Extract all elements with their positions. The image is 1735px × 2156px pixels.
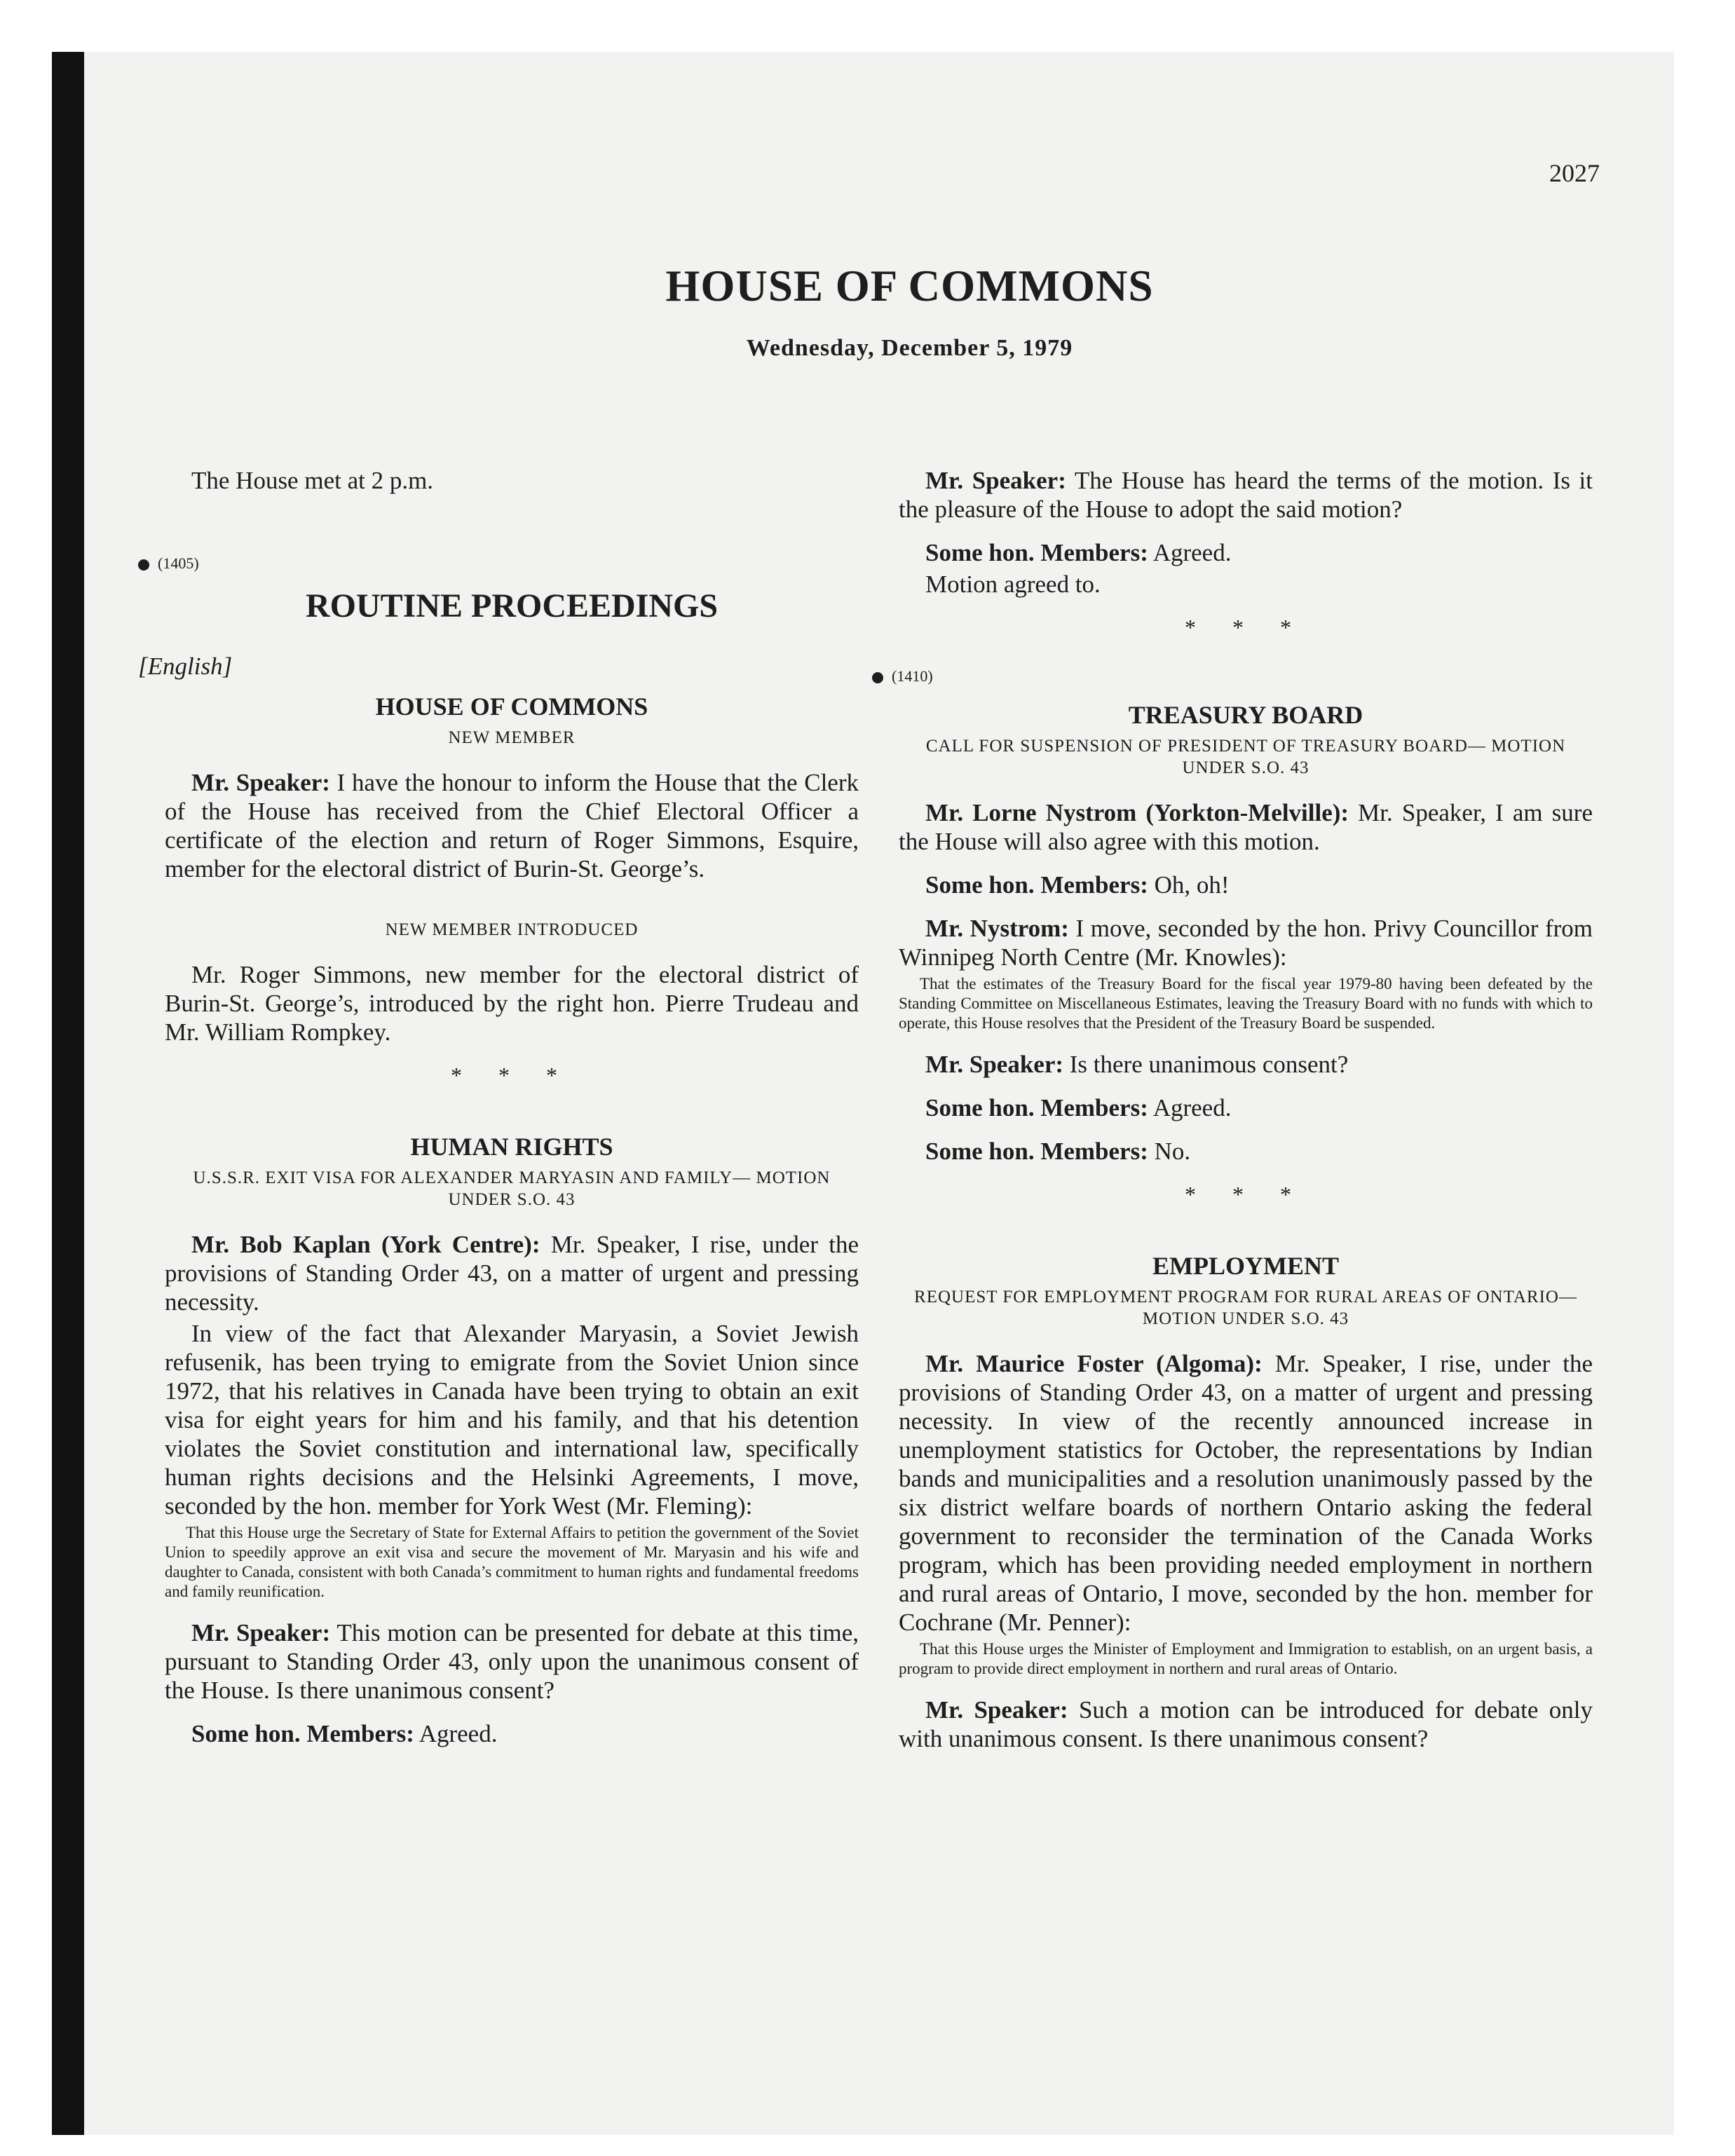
subheading-employment-program: REQUEST FOR EMPLOYMENT PROGRAM FOR RURAL AREAS OF ONTARIO—MOTION UNDER S.O. 43 [914, 1288, 1577, 1328]
speaker-name: Some hon. Members: [925, 1138, 1148, 1165]
speaker-name: Mr. Speaker: [191, 1619, 331, 1646]
section-separator: * * * [1185, 1182, 1307, 1207]
speaker-name: Some hon. Members: [925, 1094, 1148, 1121]
motion-text: That the estimates of the Treasury Board for the fiscal year 1979-80 having been defeated by the Standing Committee on Miscellaneous Estimates, leaving the Treasury Board with no funds with which to operate, this House resolves that the President of the Treasury Board be suspended. [899, 975, 1593, 1032]
language-tag: [English] [138, 653, 233, 680]
subheading-new-member-introduced: NEW MEMBER INTRODUCED [385, 920, 639, 939]
time-marker [138, 549, 859, 578]
speech-text: The House has heard the terms of the motion. Is it the pleasure of the House to adopt the said motion? [899, 467, 1593, 523]
section-separator: * * * [451, 1063, 573, 1088]
paragraph [899, 538, 1593, 567]
left-column [138, 466, 859, 1763]
bullet-icon [138, 559, 149, 571]
speech-text: Such a motion can be introduced for debate only with unanimous consent. Is there unanimous consent? [899, 1696, 1593, 1752]
speech-text: Oh, oh! [1148, 871, 1230, 899]
paragraph: In view of the fact that Alexander Maryasin, a Soviet Jewish refusenik, has been trying to emigrate from the Soviet Union since 1972, that his relatives in Canada have been trying to obtain an exit visa for eight years for him and his family, and that his detention violates the Soviet constitution and international law, specifically human rights decisions and the Helsinki Agreements, I move, seconded by the hon. member for York West (Mr. Fleming): [165, 1320, 859, 1520]
speaker-name: Mr. Maurice Foster (Algoma): [925, 1350, 1263, 1377]
section-heading-employment: EMPLOYMENT [1152, 1252, 1339, 1280]
speech-text: Mr. Speaker, I am sure the House will also agree with this motion. [899, 799, 1593, 855]
speaker-name: Mr. Speaker: [191, 769, 330, 796]
time-marker [872, 662, 1593, 690]
subheading-new-member: NEW MEMBER [448, 728, 576, 747]
bullet-icon [872, 672, 883, 683]
speaker-name: Some hon. Members: [191, 1720, 414, 1747]
speaker-name: Mr. Nystrom: [925, 915, 1069, 942]
motion-text: That this House urge the Secretary of State for External Affairs to petition the government of the Soviet Union to speedily approve an exit visa and secure the movement of Mr. Maryasin and his wife and daughter to Canada, consistent with both Canada’s commitment to human rights and fundamental freedoms and family reunification. [165, 1524, 859, 1600]
section-heading-routine: ROUTINE PROCEEDINGS [305, 587, 719, 625]
paragraph: Motion agreed to. [925, 571, 1101, 598]
speaker-name: Mr. Speaker: [925, 1696, 1068, 1724]
paragraph [899, 466, 1593, 524]
speech-text: Agreed. [414, 1720, 498, 1747]
speech-text: I have the honour to inform the House that the Clerk of the House has received from the Chief Electoral Officer a certificate of the election and return of Roger Simmons, Esquire, member for the electoral district of Burin-St. George’s. [165, 769, 859, 882]
paragraph [165, 1230, 859, 1316]
section-separator: * * * [1185, 615, 1307, 640]
section-heading-treasury-board: TREASURY BOARD [1128, 701, 1363, 729]
speech-text: Mr. Speaker, I rise, under the provisions of Standing Order 43, on a matter of urgent and pressing necessity. [165, 1231, 859, 1316]
paragraph [899, 1050, 1593, 1079]
speech-text: I move, seconded by the hon. Privy Councillor from Winnipeg North Centre (Mr. Knowles): [899, 915, 1593, 971]
time-marker-text: (1405) [158, 554, 199, 572]
paragraph: Mr. Roger Simmons, new member for the electoral district of Burin-St. George’s, introduced by the right hon. Pierre Trudeau and Mr. William Rompkey. [165, 961, 859, 1046]
speech-text: This motion can be presented for debate at this time, pursuant to Standing Order 43, only upon the unanimous consent of the House. Is there unanimous consent? [165, 1619, 859, 1704]
opening-line: The House met at 2 p.m. [191, 467, 434, 494]
speaker-name: Mr. Bob Kaplan (York Centre): [191, 1231, 540, 1258]
subheading-suspension: CALL FOR SUSPENSION OF PRESIDENT OF TREASURY BOARD— MOTION UNDER S.O. 43 [925, 737, 1566, 777]
speech-text: Agreed. [1148, 539, 1232, 566]
paragraph [165, 1618, 859, 1705]
speaker-name: Mr. Speaker: [925, 1051, 1064, 1078]
paragraph [899, 1349, 1593, 1637]
page-number: 2027 [1549, 159, 1600, 187]
time-marker-text: (1410) [892, 667, 933, 685]
paragraph [165, 1719, 859, 1748]
paragraph [899, 1093, 1593, 1122]
speech-text: Mr. Speaker, I rise, under the provisions of Standing Order 43, on a matter of urgent and pressing necessity. In view of the recently announced increase in unemployment statistics for October, the representations by Indian bands and municipalities and a resolution unanimously passed by the six district welfare boards of northern Ontario asking the federal government to reconsider the termination of the Canada Works program, which has been providing needed employment in northern and rural areas of Ontario, I move, seconded by the hon. member for Cochrane (Mr. Penner): [899, 1350, 1593, 1636]
speech-text: No. [1148, 1138, 1191, 1165]
speech-text: Is there unanimous consent? [1063, 1051, 1349, 1078]
subheading-exit-visa: U.S.S.R. EXIT VISA FOR ALEXANDER MARYASIN AND FAMILY— MOTION UNDER S.O. 43 [193, 1168, 831, 1209]
speaker-name: Mr. Lorne Nystrom (Yorkton-Melville): [925, 799, 1349, 826]
speaker-name: Some hon. Members: [925, 871, 1148, 899]
section-heading-human-rights: HUMAN RIGHTS [410, 1133, 613, 1161]
sitting-date: Wednesday, December 5, 1979 [746, 335, 1073, 361]
speaker-name: Some hon. Members: [925, 539, 1148, 566]
paragraph [899, 1137, 1593, 1166]
paragraph [899, 914, 1593, 971]
paragraph [899, 1696, 1593, 1753]
paragraph [165, 768, 859, 883]
speaker-name: Mr. Speaker: [925, 467, 1066, 494]
scan-binding-edge [52, 52, 84, 2135]
speech-text: Agreed. [1148, 1094, 1232, 1121]
page-title: HOUSE OF COMMONS [665, 261, 1154, 311]
right-column [892, 466, 1593, 1768]
paragraph [899, 798, 1593, 856]
section-heading-house: HOUSE OF COMMONS [375, 692, 648, 721]
paragraph [899, 871, 1593, 899]
motion-text: That this House urges the Minister of Employment and Immigration to establish, on an urgent basis, a program to provide direct employment in northern and rural areas of Ontario. [899, 1640, 1593, 1677]
